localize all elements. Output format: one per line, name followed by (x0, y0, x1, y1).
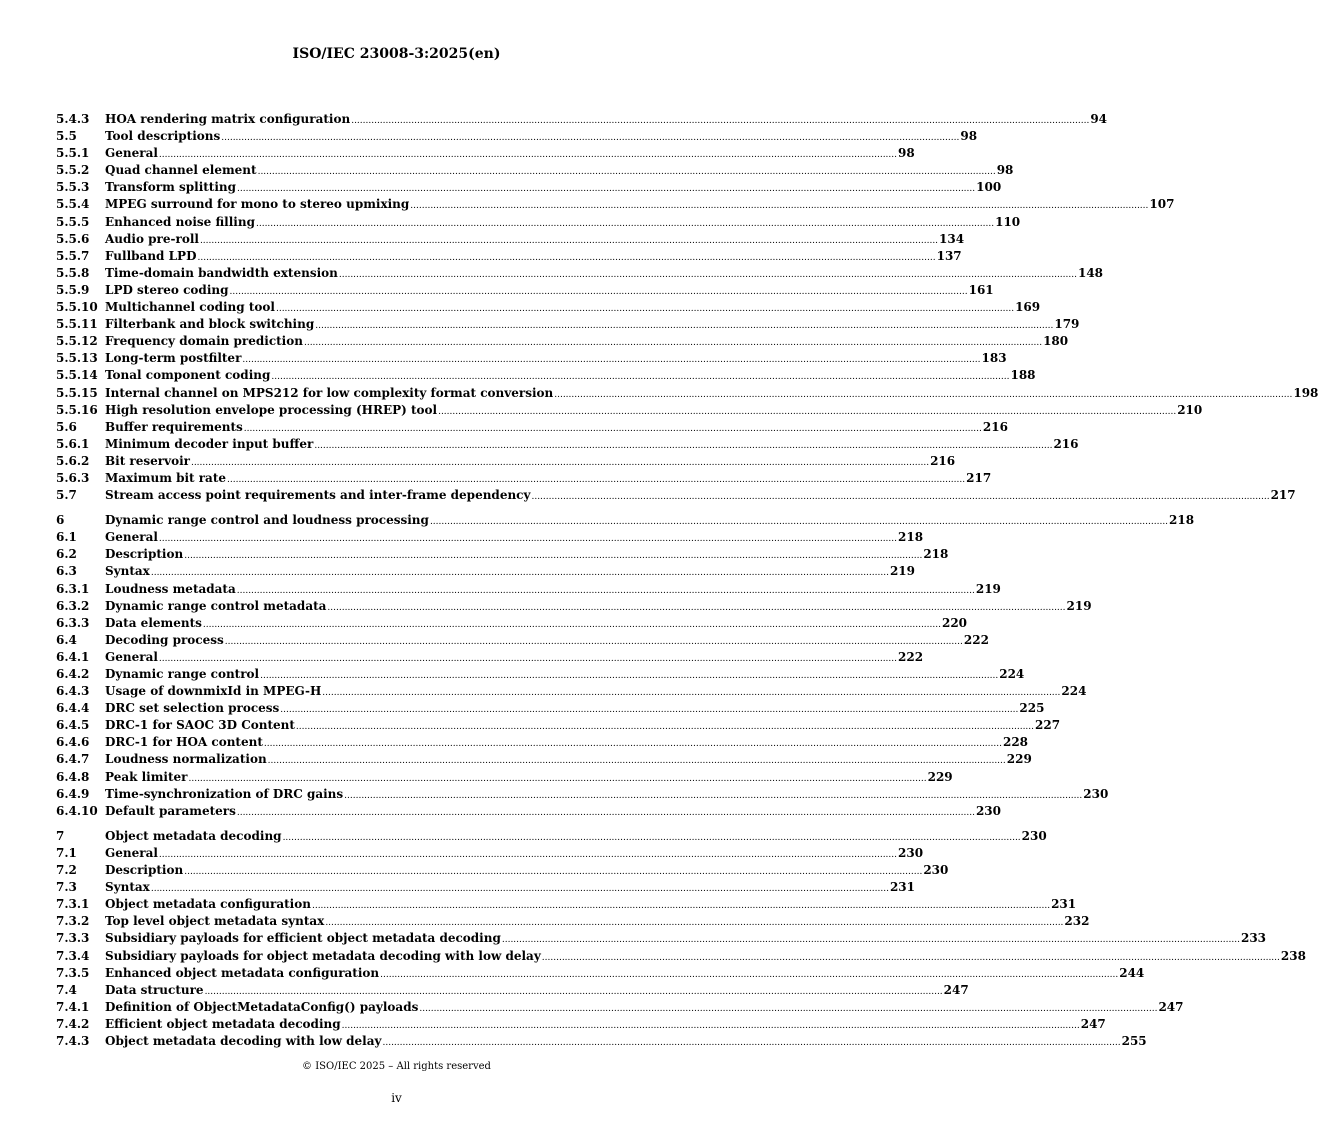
toc-entry-page: 183 (981, 351, 1007, 366)
toc-entry-number: 7.3.5 (56, 965, 90, 980)
toc-entry-number: 7.4 (56, 982, 77, 997)
toc-entry-title: Syntax (105, 564, 150, 579)
toc-dot-leader (382, 1033, 1120, 1052)
toc-entry[interactable] (56, 615, 968, 632)
toc-entry[interactable] (56, 845, 924, 862)
toc-entry[interactable] (56, 982, 969, 999)
toc-entry-page: 247 (943, 982, 969, 997)
toc-entry[interactable] (56, 265, 1104, 282)
toc-entry-page: 216 (930, 453, 956, 468)
toc-entry-page: 227 (1035, 718, 1061, 733)
toc-entry-number: 7.3.2 (56, 914, 90, 929)
toc-entry-title: Maximum bit rate (105, 470, 227, 485)
toc-entry[interactable] (56, 179, 1002, 196)
toc-entry[interactable] (56, 367, 1036, 384)
toc-entry[interactable] (56, 333, 1069, 350)
toc-entry-page: 255 (1121, 1033, 1147, 1048)
toc-entry-page: 218 (923, 547, 949, 562)
toc-entry-title: Time-domain bandwidth extension (105, 265, 338, 280)
toc-entry-page: 107 (1149, 197, 1175, 212)
toc-entry[interactable] (56, 487, 1296, 504)
toc-entry-number: 7.3 (56, 880, 77, 895)
toc-entry-page: 220 (941, 615, 968, 630)
toc-entry-title: Dynamic range control (105, 667, 260, 681)
toc-entry-title: General (105, 845, 158, 860)
toc-entry-title: Quad channel element (105, 163, 257, 178)
toc-entry-title: Enhanced noise filling (105, 214, 255, 229)
toc-entry-title: DRC set selection process (105, 701, 280, 716)
toc-entry[interactable] (56, 913, 1090, 930)
toc-entry-number: 7.2 (56, 863, 77, 878)
toc-entry-title: Peak limiter (105, 769, 188, 784)
toc-entry-page: 230 (1021, 828, 1047, 843)
toc-entry-number: 5.5.14 (56, 368, 98, 383)
toc-entry-page: 247 (1080, 1016, 1106, 1031)
toc-entry[interactable] (56, 385, 1318, 402)
toc-entry[interactable] (56, 111, 1108, 128)
toc-entry-number: 6.4.3 (56, 684, 90, 699)
toc-entry-page: 231 (889, 880, 916, 895)
toc-entry-title: LPD stereo coding (105, 282, 229, 297)
toc-entry-page: 232 (1064, 914, 1090, 929)
toc-entry-number: 5.5.9 (56, 282, 90, 297)
toc-entry-title: High resolution envelope processing (HREP) tool (105, 402, 438, 417)
toc-entry-page: 228 (1002, 735, 1029, 750)
toc-entry[interactable] (56, 598, 1092, 615)
toc-entry[interactable] (56, 734, 1029, 751)
toc-entry[interactable] (56, 563, 916, 580)
toc-entry-title: General (105, 530, 158, 545)
toc-entry-title: Long-term postfilter (105, 351, 242, 366)
toc-entry-title: Default parameters (105, 803, 236, 818)
toc-entry[interactable] (56, 453, 956, 470)
toc-entry-page: 216 (982, 419, 1008, 434)
toc-entry[interactable] (56, 529, 924, 546)
toc-entry-page: 218 (898, 530, 924, 545)
toc-entry-number: 7 (56, 828, 65, 843)
toc-entry-number: 5.5.4 (56, 197, 90, 212)
toc-entry-number: 5.6.2 (56, 453, 90, 468)
toc-entry-title: Audio pre-roll (105, 231, 199, 246)
toc-entry[interactable] (56, 930, 1267, 947)
toc-entry-number: 5.5.3 (56, 180, 90, 195)
toc-entry-title: Efficient object metadata decoding (105, 1016, 341, 1031)
toc-entry-page: 230 (898, 845, 924, 860)
toc-entry-page: 230 (1083, 786, 1109, 801)
toc-entry-page: 224 (999, 667, 1025, 681)
toc-entry-number: 6.4.10 (56, 803, 98, 818)
toc-entry-page: 219 (975, 581, 1001, 596)
toc-entry-number: 5.5.15 (56, 385, 98, 400)
toc-entry-title: Definition of ObjectMetadataConfig() payloads (105, 999, 419, 1014)
toc-entry-number: 5.5.11 (56, 317, 98, 332)
toc-entry-page: 219 (889, 564, 916, 579)
toc-entry-title: Internal channel on MPS212 for low complexity format conversion (105, 385, 554, 400)
toc-entry-title: Description (105, 863, 184, 878)
toc-entry-number: 5.5.6 (56, 231, 90, 246)
toc-entry-page: 210 (1177, 402, 1203, 417)
toc-entry[interactable] (56, 214, 1021, 231)
toc-entry-title: Syntax (105, 880, 150, 895)
toc-entry-number: 5.5.2 (56, 163, 90, 178)
toc-entry-page: 229 (927, 769, 953, 784)
toc-entry-number: 5.5.7 (56, 248, 90, 263)
toc-entry[interactable] (56, 948, 1306, 965)
toc-entry-page: 233 (1240, 931, 1267, 946)
toc-entry[interactable] (56, 196, 1175, 213)
toc-entry-page: 94 (1090, 112, 1108, 126)
toc-entry[interactable] (56, 632, 989, 649)
toc-entry[interactable] (56, 546, 949, 563)
toc-entry-number: 6.4.7 (56, 752, 90, 767)
toc-entry-page: 219 (1066, 598, 1092, 613)
toc-entry[interactable] (56, 751, 1032, 768)
toc-entry-title: Transform splitting (105, 180, 237, 195)
toc-entry-page: 225 (1019, 701, 1045, 716)
toc-entry-number: 5.5 (56, 129, 77, 144)
page-number: iv (391, 1091, 402, 1105)
toc-entry-page: 222 (963, 632, 989, 647)
toc-entry[interactable] (56, 470, 992, 487)
toc-entry-number: 6.3.1 (56, 581, 90, 596)
toc-entry-title: Buffer requirements (105, 419, 243, 434)
toc-entry-page: 98 (898, 146, 915, 161)
toc-entry[interactable] (56, 581, 1001, 598)
toc-entry-number: 6 (56, 513, 65, 528)
document-header: ISO/IEC 23008-3:2025(en) (292, 46, 501, 62)
toc-entry-title: Loudness metadata (105, 581, 236, 596)
toc-entry-title: Top level object metadata syntax (105, 914, 325, 929)
toc-entry[interactable] (56, 402, 1203, 419)
toc-entry-title: Enhanced object metadata configuration (105, 965, 380, 980)
toc-entry-number: 5.6.3 (56, 470, 90, 485)
toc-entry-title: Tonal component coding (105, 368, 271, 383)
toc-entry-title: General (105, 146, 158, 161)
toc-entry-number: 5.5.16 (56, 402, 98, 417)
toc-entry-number: 6.1 (56, 530, 77, 545)
toc-entry[interactable] (56, 769, 953, 786)
toc-entry[interactable] (56, 700, 1045, 717)
toc-entry-number: 6.2 (56, 547, 77, 562)
toc-entry[interactable] (56, 683, 1087, 700)
toc-entry[interactable] (56, 316, 1080, 333)
toc-entry-page: 217 (966, 470, 992, 485)
toc-entry-page: 247 (1158, 999, 1184, 1014)
toc-entry-title: Dynamic range control and loudness processing (105, 513, 429, 528)
toc-entry[interactable] (56, 512, 1195, 529)
toc-entry-number: 7.4.3 (56, 1033, 90, 1048)
toc-entry-title: MPEG surround for mono to stereo upmixing (105, 197, 410, 212)
toc-entry[interactable] (56, 999, 1184, 1016)
toc-entry-number: 6.4.4 (56, 701, 90, 716)
toc-entry[interactable] (56, 128, 978, 145)
toc-entry-number: 7.3.4 (56, 948, 90, 963)
toc-entry-number: 6.4 (56, 632, 77, 647)
toc-entry-title: Object metadata decoding (105, 828, 282, 843)
toc-entry-page: 230 (975, 803, 1002, 818)
toc-entry[interactable] (56, 419, 1008, 436)
toc-entry[interactable] (56, 145, 915, 162)
toc-entry-number: 6.3 (56, 564, 77, 579)
toc-entry-number: 7.3.3 (56, 931, 90, 946)
toc-entry[interactable] (56, 862, 949, 879)
toc-entry-page: 198 (1293, 385, 1318, 400)
toc-entry-page: 161 (968, 282, 994, 297)
toc-dot-leader (531, 487, 1269, 506)
toc-entry-page: 238 (1280, 948, 1306, 963)
toc-entry-page: 188 (1010, 368, 1036, 383)
toc-entry[interactable] (56, 350, 1007, 367)
toc-entry-number: 5.5.10 (56, 300, 98, 315)
toc-entry-page: 230 (923, 863, 949, 878)
toc-entry-title: Decoding process (105, 632, 224, 647)
toc-entry-number: 6.3.2 (56, 598, 90, 613)
toc-entry-title: Tool descriptions (105, 129, 221, 144)
toc-entry-number: 5.5.1 (56, 146, 90, 161)
toc-entry-number: 6.4.6 (56, 735, 90, 750)
toc-entry-number: 7.1 (56, 845, 77, 860)
toc-entry-page: 98 (960, 129, 978, 144)
toc-entry-number: 7.3.1 (56, 897, 90, 912)
toc-entry[interactable] (56, 803, 1002, 820)
toc-entry-title: DRC-1 for SAOC 3D Content (105, 718, 295, 733)
toc-entry-page: 148 (1077, 265, 1104, 280)
toc-entry-page: 231 (1051, 897, 1077, 912)
toc-entry-title: Frequency domain prediction (105, 334, 303, 349)
toc-entry-title: Description (105, 547, 184, 562)
toc-entry-number: 6.4.8 (56, 769, 90, 784)
toc-entry-title: Usage of downmixId in MPEG-H (105, 684, 322, 699)
toc-entry[interactable] (56, 879, 916, 896)
toc-entry-page: 98 (996, 163, 1014, 178)
toc-entry[interactable] (56, 965, 1145, 982)
toc-entry-number: 5.6 (56, 419, 77, 434)
toc-entry-page: 179 (1054, 317, 1080, 332)
toc-entry[interactable] (56, 666, 1025, 683)
toc-entry-title: Multichannel coding tool (105, 300, 275, 315)
toc-entry-title: Subsidiary payloads for object metadata decoding with low delay (105, 948, 541, 963)
table-of-contents (56, 111, 1318, 1050)
toc-entry[interactable] (56, 1016, 1106, 1033)
toc-entry[interactable] (56, 231, 965, 248)
toc-entry-number: 7.4.2 (56, 1016, 90, 1031)
toc-entry[interactable] (56, 649, 924, 666)
toc-entry-page: 137 (936, 248, 962, 263)
toc-entry-number: 6.4.1 (56, 649, 90, 664)
toc-entry[interactable] (56, 786, 1109, 803)
toc-entry-page: 224 (1061, 684, 1087, 699)
toc-entry-page: 180 (1043, 334, 1069, 349)
toc-dot-leader (237, 803, 975, 822)
toc-entry-number: 6.4.5 (56, 718, 90, 733)
toc-entry-page: 216 (1053, 436, 1079, 451)
toc-entry-title: Loudness normalization (105, 752, 267, 767)
toc-entry-number: 5.7 (56, 488, 77, 503)
toc-entry[interactable] (56, 299, 1041, 316)
toc-entry[interactable] (56, 1033, 1147, 1050)
toc-entry-number: 5.6.1 (56, 436, 90, 451)
toc-entry[interactable] (56, 717, 1061, 734)
toc-entry-title: HOA rendering matrix configuration (105, 112, 351, 126)
toc-entry-title: Dynamic range control metadata (105, 598, 327, 613)
toc-entry-title: Data structure (105, 982, 204, 997)
toc-entry-page: 229 (1006, 752, 1032, 767)
toc-entry-number: 6.4.9 (56, 786, 90, 801)
toc-entry-title: General (105, 649, 158, 664)
toc-entry-title: Object metadata configuration (105, 897, 311, 912)
toc-entry[interactable] (56, 436, 1079, 453)
toc-entry-number: 5.5.8 (56, 265, 90, 280)
toc-entry-number: 6.3.3 (56, 615, 90, 630)
toc-entry-title: Minimum decoder input buffer (105, 436, 314, 451)
toc-entry-number: 5.5.13 (56, 351, 98, 366)
toc-entry-number: 5.5.12 (56, 334, 98, 349)
toc-entry[interactable] (56, 828, 1047, 845)
toc-entry[interactable] (56, 896, 1077, 913)
toc-entry-number: 5.4.3 (56, 112, 90, 126)
toc-entry-page: 218 (1169, 513, 1195, 528)
toc-entry-title: Subsidiary payloads for efficient object metadata decoding (105, 931, 501, 946)
toc-entry-title: Stream access point requirements and inter-frame dependency (105, 488, 531, 503)
toc-entry-title: Data elements (105, 615, 202, 630)
toc-entry[interactable] (56, 248, 962, 265)
toc-entry-title: Bit reservoir (105, 453, 190, 468)
toc-entry-number: 7.4.1 (56, 999, 90, 1014)
toc-entry-page: 222 (898, 649, 924, 664)
toc-entry-title: Object metadata decoding with low delay (105, 1033, 382, 1048)
toc-entry-page: 169 (1015, 300, 1041, 315)
toc-entry[interactable] (56, 282, 994, 299)
toc-entry-number: 5.5.5 (56, 214, 90, 229)
toc-entry-title: Filterbank and block switching (105, 317, 315, 332)
toc-entry-page: 244 (1119, 965, 1145, 980)
toc-entry-number: 6.4.2 (56, 667, 90, 681)
toc-entry-page: 100 (976, 180, 1002, 195)
toc-entry-title: Time-synchronization of DRC gains (105, 786, 344, 801)
copyright-notice: © ISO/IEC 2025 – All rights reserved (302, 1061, 491, 1072)
toc-entry-page: 110 (995, 214, 1021, 229)
toc-entry[interactable] (56, 162, 1014, 179)
toc-entry-page: 134 (939, 231, 965, 246)
toc-entry-title: Fullband LPD (105, 248, 197, 263)
toc-entry-title: DRC-1 for HOA content (105, 735, 263, 750)
toc-entry-page: 217 (1270, 488, 1296, 503)
